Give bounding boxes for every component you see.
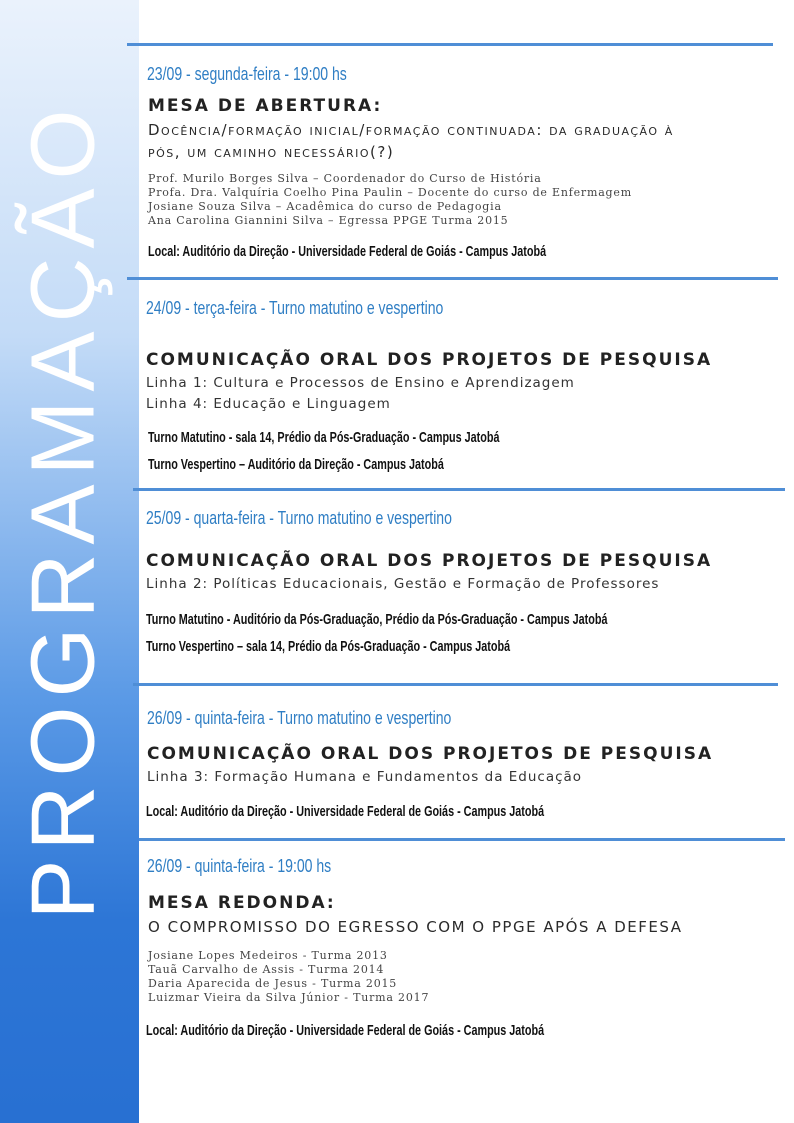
section-divider [127, 277, 778, 280]
section-location: Local: Auditório da Direção - Universidade Federal de Goiás - Campus Jatobá [146, 803, 545, 820]
participants-list [148, 949, 429, 1005]
section-subtitle: O COMPROMISSO DO EGRESSO COM O PPGE APÓS A DEFESA [148, 918, 683, 936]
section-date: 25/09 - quarta-feira - Turno matutino e vespertino [146, 508, 452, 528]
section-date: 26/09 - quinta-feira - Turno matutino e vespertino [147, 708, 452, 728]
participant: Daria Aparecida de Jesus - Turma 2015 [148, 977, 398, 990]
section-heading: COMUNICAÇÃO ORAL DOS PROJETOS DE PESQUISA [146, 350, 713, 370]
research-line: Linha 3: Formação Humana e Fundamentos da Educação [147, 769, 583, 785]
research-line: Linha 1: Cultura e Processos de Ensino e Aprendizagem [146, 375, 575, 391]
participant: Prof. Murilo Borges Silva – Coordenador do Curso de História [148, 172, 542, 185]
section-divider [133, 488, 785, 491]
section-heading: MESA DE ABERTURA: [148, 96, 383, 116]
section-divider [139, 838, 785, 841]
participant: Profa. Dra. Valquíria Coelho Pina Paulin – Docente do curso de Enfermagem [148, 186, 632, 199]
section-subtitle: Docência/formação inicial/formação continuada: da graduação à pós, um caminho necessário(?) [148, 121, 674, 161]
section-date: 26/09 - quinta-feira - 19:00 hs [147, 856, 332, 876]
section-divider [127, 43, 773, 46]
participant: Tauã Carvalho de Assis - Turma 2014 [148, 963, 385, 976]
participant: Ana Carolina Giannini Silva – Egressa PPGE Turma 2015 [148, 214, 509, 227]
participant: Josiane Souza Silva – Acadêmica do curso de Pedagogia [148, 200, 502, 213]
participants-list [148, 172, 632, 228]
section-heading: COMUNICAÇÃO ORAL DOS PROJETOS DE PESQUISA [147, 744, 714, 764]
research-line: Linha 4: Educação e Linguagem [146, 396, 391, 412]
sidebar-title: PROGRAMAÇÃO [13, 100, 114, 920]
section-date: 24/09 - terça-feira - Turno matutino e vespertino [146, 298, 444, 318]
section-location: Local: Auditório da Direção - Universidade Federal de Goiás - Campus Jatobá [146, 1022, 545, 1039]
participant: Josiane Lopes Medeiros - Turma 2013 [148, 949, 388, 962]
section-location: Turno Vespertino – sala 14, Prédio da Pós-Graduação - Campus Jatobá [146, 638, 511, 655]
section-location: Turno Vespertino – Auditório da Direção - Campus Jatobá [148, 456, 444, 473]
section-location: Turno Matutino - Auditório da Pós-Graduação, Prédio da Pós-Graduação - Campus Jatobá [146, 611, 608, 628]
research-line: Linha 2: Políticas Educacionais, Gestão e Formação de Professores [146, 576, 660, 592]
section-divider [133, 683, 778, 686]
section-heading: MESA REDONDA: [148, 893, 336, 913]
section-location: Turno Matutino - sala 14, Prédio da Pós-Graduação - Campus Jatobá [148, 429, 500, 446]
sidebar-gradient [0, 0, 139, 1123]
participant: Luizmar Vieira da Silva Júnior - Turma 2017 [148, 991, 430, 1004]
section-location: Local: Auditório da Direção - Universidade Federal de Goiás - Campus Jatobá [148, 243, 547, 260]
section-date: 23/09 - segunda-feira - 19:00 hs [147, 64, 347, 84]
section-heading: COMUNICAÇÃO ORAL DOS PROJETOS DE PESQUISA [146, 551, 713, 571]
